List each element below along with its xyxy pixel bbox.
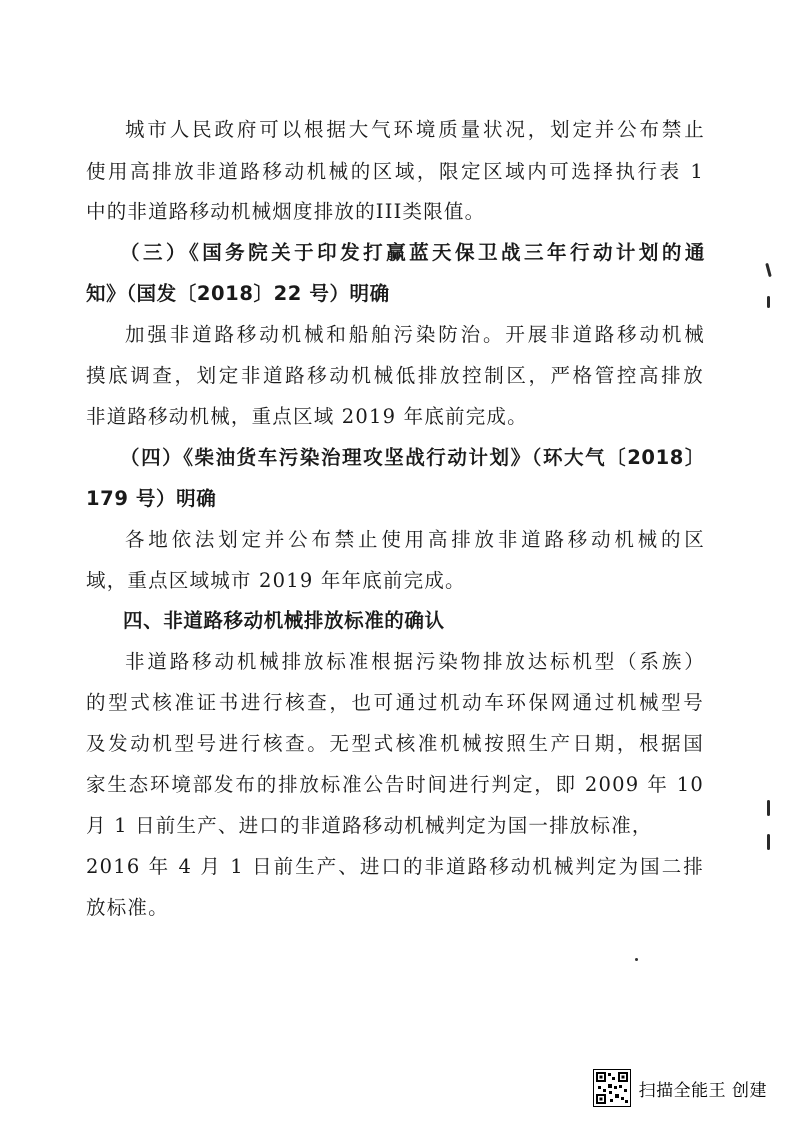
paragraph-line: 各地依法划定并公布禁止使用高排放非道路移动机械的区 (125, 528, 705, 551)
section-heading: 知》（国发〔2018〕22 号）明确 (86, 282, 390, 305)
paragraph-line: 摸底调查，划定非道路移动机械低排放控制区，严格管控高排放 (86, 364, 704, 387)
paragraph-line: 非道路移动机械排放标准根据污染物排放达标机型（系族） (125, 650, 705, 673)
section-heading: （四）《柴油货车污染治理攻坚战行动计划》（环大气〔2018〕 (120, 446, 705, 469)
qr-code-icon (593, 1069, 631, 1107)
section-heading: 179 号）明确 (86, 487, 217, 510)
paragraph-line: 月 1 日前生产、进口的非道路移动机械判定为国一排放标准， (86, 814, 653, 837)
paragraph-line: 及发动机型号进行核查。无型式核准机械按照生产日期，根据国 (86, 732, 704, 755)
scan-mark (767, 296, 770, 308)
scanner-watermark (593, 1068, 767, 1108)
scan-mark (767, 834, 770, 850)
chapter-heading: 四、非道路移动机械排放标准的确认 (123, 609, 445, 632)
paragraph-line: 中的非道路移动机械烟度排放的III类限值。 (86, 200, 486, 223)
watermark-text: 扫描全能王 创建 (638, 1080, 767, 1101)
paragraph-line: 使用高排放非道路移动机械的区域，限定区域内可选择执行表 1 (86, 160, 704, 183)
scan-mark (767, 800, 770, 816)
section-heading: （三）《国务院关于印发打赢蓝天保卫战三年行动计划的通 (120, 241, 705, 264)
paragraph-line: 2016 年 4 月 1 日前生产、进口的非道路移动机械判定为国二排 (86, 855, 704, 878)
paragraph-line: 放标准。 (86, 896, 169, 919)
paragraph-line: 加强非道路移动机械和船舶污染防治。开展非道路移动机械 (125, 323, 705, 346)
paragraph-line: 的型式核准证书进行核查，也可通过机动车环保网通过机械型号 (86, 691, 704, 714)
paragraph-line: 域，重点区域城市 2019 年年底前完成。 (86, 569, 466, 592)
scan-speck (635, 958, 638, 961)
paragraph-line: 城市人民政府可以根据大气环境质量状况，划定并公布禁止 (125, 118, 705, 141)
scan-mark (765, 263, 772, 277)
paragraph-line: 非道路移动机械，重点区域 2019 年底前完成。 (86, 405, 528, 428)
paragraph-line: 家生态环境部发布的排放标准公告时间进行判定，即 2009 年 10 (86, 773, 704, 796)
